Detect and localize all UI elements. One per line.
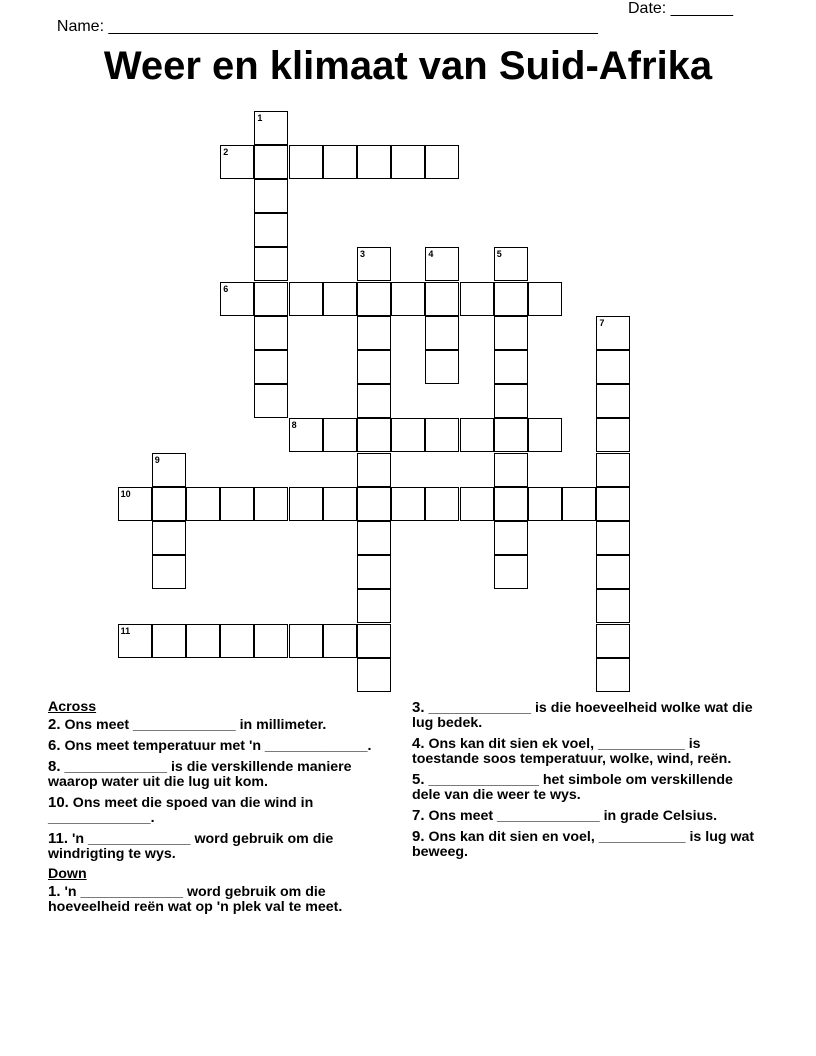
crossword-cell[interactable] (323, 418, 357, 452)
crossword-cell[interactable] (460, 487, 494, 521)
cell-number: 4 (428, 249, 434, 260)
crossword-cell[interactable] (460, 282, 494, 316)
crossword-cell[interactable] (528, 282, 562, 316)
down-clue-list-right (412, 700, 757, 860)
clue-item (412, 829, 757, 860)
crossword-cell[interactable] (596, 418, 630, 452)
clue-item (412, 772, 757, 803)
crossword-cell[interactable] (118, 487, 152, 521)
cell-number: 3 (360, 249, 366, 260)
crossword-cell[interactable] (357, 316, 391, 350)
clue-number: 10. (48, 794, 69, 811)
clue-item (48, 717, 393, 733)
crossword-cell[interactable] (596, 350, 630, 384)
crossword-cell[interactable] (152, 555, 186, 589)
crossword-cell[interactable] (220, 624, 254, 658)
crossword-cell[interactable] (254, 145, 288, 179)
cell-number: 2 (223, 146, 229, 157)
crossword-cell[interactable] (289, 487, 323, 521)
crossword-cell[interactable] (391, 282, 425, 316)
clue-text: 'n _____________ word gebruik om die hoeveelheid reën wat op 'n plek val te meet. (48, 884, 343, 915)
crossword-cell[interactable] (528, 418, 562, 452)
crossword-cell[interactable] (323, 282, 357, 316)
crossword-cell[interactable] (323, 487, 357, 521)
crossword-cell[interactable] (391, 418, 425, 452)
clues-right-column (412, 700, 757, 865)
clue-number: 4. (412, 735, 425, 752)
crossword-cell[interactable] (494, 384, 528, 418)
clue-item (412, 808, 757, 824)
crossword-cell[interactable] (494, 555, 528, 589)
crossword-cell[interactable] (494, 316, 528, 350)
crossword-cell[interactable] (186, 487, 220, 521)
crossword-cell[interactable] (596, 521, 630, 555)
crossword-cell[interactable] (357, 487, 391, 521)
cell-number: 5 (496, 249, 502, 260)
cell-number: 7 (599, 317, 605, 328)
clue-item (48, 738, 393, 754)
cell-number: 8 (291, 420, 297, 431)
crossword-cell[interactable] (357, 145, 391, 179)
date-field[interactable]: Date: _______ (628, 0, 733, 17)
crossword-cell[interactable] (220, 487, 254, 521)
page-title: Weer en klimaat van Suid-Afrika (103, 44, 713, 88)
crossword-cell[interactable] (254, 316, 288, 350)
clue-item (412, 736, 757, 767)
crossword-cell[interactable] (391, 487, 425, 521)
crossword-cell[interactable] (562, 487, 596, 521)
crossword-cell[interactable] (357, 589, 391, 623)
crossword-cell[interactable] (289, 145, 323, 179)
crossword-cell[interactable] (289, 624, 323, 658)
down-heading: Down (48, 866, 87, 882)
crossword-cell[interactable] (254, 487, 288, 521)
crossword-cell[interactable] (494, 487, 528, 521)
crossword-cell[interactable] (596, 624, 630, 658)
crossword-cell[interactable] (254, 111, 288, 145)
clue-text: Ons meet _____________ in millimeter. (60, 717, 327, 733)
crossword-cell[interactable] (357, 418, 391, 452)
clues-left-column (48, 700, 393, 920)
clue-text: _____________ is die verskillende maniere waarop water uit die lug uit kom. (48, 759, 352, 790)
crossword-cell[interactable] (528, 487, 562, 521)
crossword-cell[interactable] (596, 589, 630, 623)
crossword-cell[interactable] (596, 658, 630, 692)
crossword-cell[interactable] (357, 350, 391, 384)
crossword-cell[interactable] (254, 624, 288, 658)
clue-number: 5. (412, 771, 425, 788)
clue-item (48, 759, 393, 790)
cell-number: 11 (120, 625, 131, 636)
crossword-cell[interactable] (323, 624, 357, 658)
crossword-cell[interactable] (494, 521, 528, 555)
clue-item (48, 831, 393, 862)
crossword-cell[interactable] (494, 350, 528, 384)
crossword-cell[interactable] (596, 384, 630, 418)
clue-text: ______________ het simbole om verskillende dele van die weer te wys. (412, 772, 733, 803)
across-heading: Across (48, 699, 97, 715)
clue-number: 9. (412, 828, 425, 845)
crossword-cell[interactable] (152, 624, 186, 658)
crossword-cell[interactable] (425, 487, 459, 521)
crossword-cell[interactable] (357, 521, 391, 555)
cell-number: 10 (120, 488, 131, 499)
crossword-cell[interactable] (425, 145, 459, 179)
crossword-cell[interactable] (425, 247, 459, 281)
crossword-cell[interactable] (596, 453, 630, 487)
crossword-cell[interactable] (254, 384, 288, 418)
down-clue-list-left (48, 884, 393, 915)
crossword-cell[interactable] (596, 555, 630, 589)
crossword-cell[interactable] (357, 247, 391, 281)
clue-text: Ons kan dit sien en voel, ___________ is lug wat beweeg. (412, 829, 755, 860)
crossword-cell[interactable] (220, 282, 254, 316)
crossword-cell[interactable] (118, 624, 152, 658)
crossword-cell[interactable] (152, 521, 186, 555)
clue-text: Ons meet _____________ in grade Celsius. (424, 808, 718, 824)
crossword-cell[interactable] (254, 247, 288, 281)
clue-number: 3. (412, 699, 425, 716)
crossword-cell[interactable] (289, 418, 323, 452)
crossword-cell[interactable] (596, 487, 630, 521)
crossword-cell[interactable] (425, 282, 459, 316)
crossword-cell[interactable] (254, 282, 288, 316)
crossword-cell[interactable] (494, 418, 528, 452)
crossword-cell[interactable] (323, 145, 357, 179)
clue-number: 8. (48, 758, 61, 775)
crossword-cell[interactable] (494, 282, 528, 316)
name-field[interactable]: Name: _______________________________________________________ (56, 18, 598, 35)
crossword-cell[interactable] (220, 145, 254, 179)
crossword-cell[interactable] (494, 247, 528, 281)
crossword-cell[interactable] (254, 213, 288, 247)
crossword-cell[interactable] (186, 624, 220, 658)
clue-number: 6. (48, 737, 61, 754)
across-clue-list (48, 717, 393, 862)
crossword-cell[interactable] (596, 316, 630, 350)
clue-number: 7. (412, 807, 425, 824)
clue-text: Ons meet die spoed van die wind in _____________. (48, 795, 314, 826)
crossword-cell[interactable] (254, 350, 288, 384)
crossword-cell[interactable] (152, 487, 186, 521)
clue-number: 2. (48, 716, 61, 733)
cell-number: 9 (154, 454, 160, 465)
crossword-cell[interactable] (391, 145, 425, 179)
cell-number: 1 (257, 112, 263, 123)
crossword-cell[interactable] (357, 555, 391, 589)
crossword-cell[interactable] (357, 384, 391, 418)
crossword-cell[interactable] (357, 453, 391, 487)
crossword-cell[interactable] (357, 282, 391, 316)
clue-text: Ons meet temperatuur met 'n _____________. (60, 738, 372, 754)
crossword-cell[interactable] (425, 350, 459, 384)
crossword-cell[interactable] (289, 282, 323, 316)
crossword-cell[interactable] (425, 418, 459, 452)
crossword-cell[interactable] (460, 418, 494, 452)
clue-text: Ons kan dit sien ek voel, ___________ is toestande soos temperatuur, wolke, wind, reën. (412, 736, 732, 767)
cell-number: 6 (223, 283, 229, 294)
crossword-cell[interactable] (152, 453, 186, 487)
clue-text: _____________ is die hoeveelheid wolke wat die lug bedek. (412, 700, 753, 731)
clue-number: 1. (48, 883, 61, 900)
clue-number: 11. (48, 830, 69, 847)
crossword-cell[interactable] (254, 179, 288, 213)
clue-text: 'n _____________ word gebruik om die windrigting te wys. (48, 831, 334, 862)
clue-item (48, 884, 393, 915)
crossword-cell[interactable] (357, 624, 391, 658)
crossword-cell[interactable] (425, 316, 459, 350)
crossword-cell[interactable] (494, 453, 528, 487)
crossword-cell[interactable] (357, 658, 391, 692)
clue-item (412, 700, 757, 731)
clue-item (48, 795, 393, 826)
